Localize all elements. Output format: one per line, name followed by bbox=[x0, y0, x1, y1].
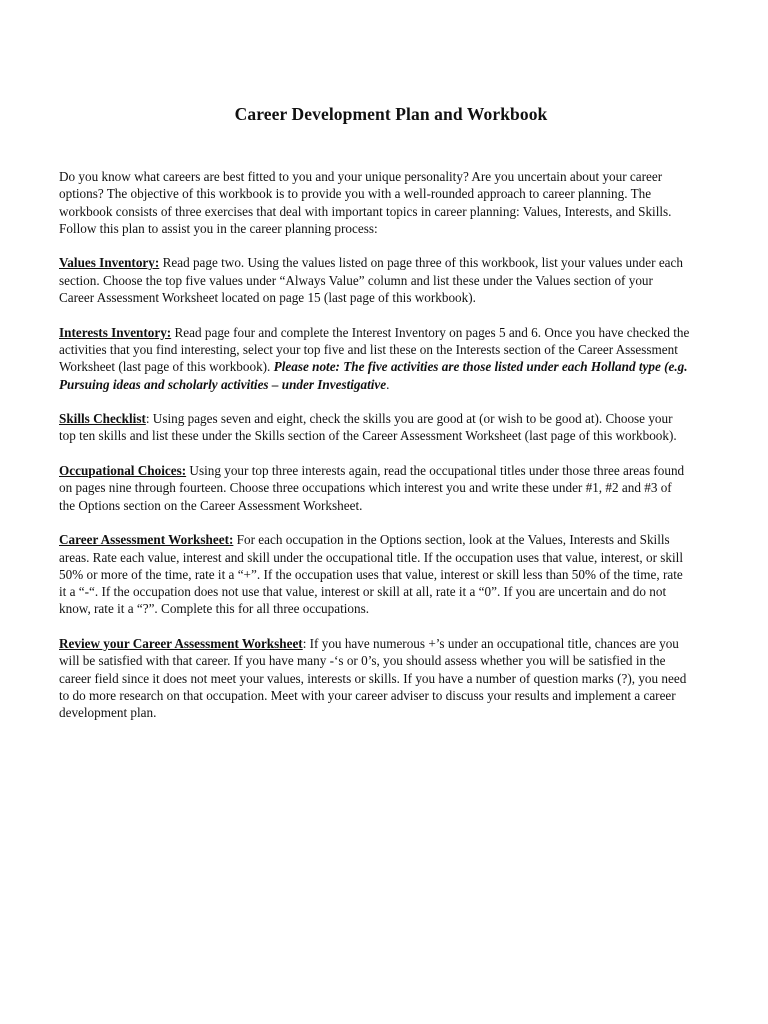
intro-paragraph: Do you know what careers are best fitted to you and your unique personality? Are you uncertain about your career options? The objective of this workbook is to provide you with a well-rounded approach to career planning. The workbook consists of three exercises that deal with important topics in career planning: Values, Interests, and Skills. Follow this plan to assist you in the career planning process: bbox=[59, 169, 672, 236]
occupational-choices-text: Using your top three interests again, read the occupational titles under those three areas found on pages nine through fourteen. Choose three occupations which interest you and write these under #1, #2 and #3 of the Options section on the Career Assessment Worksheet. bbox=[59, 463, 685, 513]
review-worksheet-heading: Review your Career Assessment Worksheet bbox=[59, 636, 303, 652]
values-inventory-paragraph bbox=[59, 254, 691, 306]
interests-inventory-paragraph bbox=[59, 324, 691, 393]
review-worksheet-text: : If you have numerous +’s under an occupational title, chances are you will be satisfied with that career. If you have many -‘s or 0’s, you should assess whether you will be satisfied in the career field since it does not meet your values, interests or skills. If you have a number of question marks (?), you need to do more research on that occupation. Meet with your career adviser to discuss your results and implement a career development plan. bbox=[59, 636, 687, 721]
review-worksheet-paragraph bbox=[59, 635, 691, 721]
skills-checklist-heading: Skills Checklist bbox=[59, 411, 146, 427]
values-inventory-heading: Values Inventory: bbox=[59, 255, 160, 271]
interests-inventory-heading: Interests Inventory: bbox=[59, 324, 172, 340]
interests-inventory-note: Please note: The five activities are those listed under each Holland type (e.g. Pursuing ideas and scholarly activities – under Investigative bbox=[59, 359, 688, 392]
occupational-choices-paragraph bbox=[59, 462, 691, 514]
interests-inventory-tail: . bbox=[386, 376, 390, 392]
career-assessment-heading: Career Assessment Worksheet: bbox=[59, 532, 234, 548]
skills-checklist-paragraph bbox=[59, 410, 691, 445]
document-title: Career Development Plan and Workbook bbox=[234, 104, 548, 124]
career-assessment-text: For each occupation in the Options section, look at the Values, Interests and Skills areas. Rate each value, interest and skill under the occupational title. If the occupation uses that value, interest, or skill 50% or more of the time, rate it a “+”. If the occupation uses that value, interest or skill less than 50% of the time, rate it a “-“. If the occupation does not use that value, interest or skill at all, rate it a “0”. If you are uncertain and do not know, rate it a “?”. Complete this for all three occupations. bbox=[59, 532, 683, 617]
occupational-choices-heading: Occupational Choices: bbox=[59, 463, 187, 479]
career-assessment-paragraph bbox=[59, 531, 691, 617]
values-inventory-text: Read page two. Using the values listed on page three of this workbook, list your values under each section. Choose the top five values under “Always Value” column and list these under the Values section of your Career Assessment Worksheet located on page 15 (last page of this workbook). bbox=[59, 255, 683, 306]
skills-checklist-text: : Using pages seven and eight, check the skills you are good at (or wish to be good at). Choose your top ten skills and list these under the Skills section of the Career Assessment Worksheet (last page of this workbook). bbox=[59, 411, 677, 444]
document-body bbox=[59, 168, 691, 739]
interests-inventory-text: Read page four and complete the Interest Inventory on pages 5 and 6. Once you have checked the activities that you find interesting, select your top five and list these on the Interests section of the Career Assessment Worksheet (last page of this workbook). bbox=[59, 324, 690, 375]
